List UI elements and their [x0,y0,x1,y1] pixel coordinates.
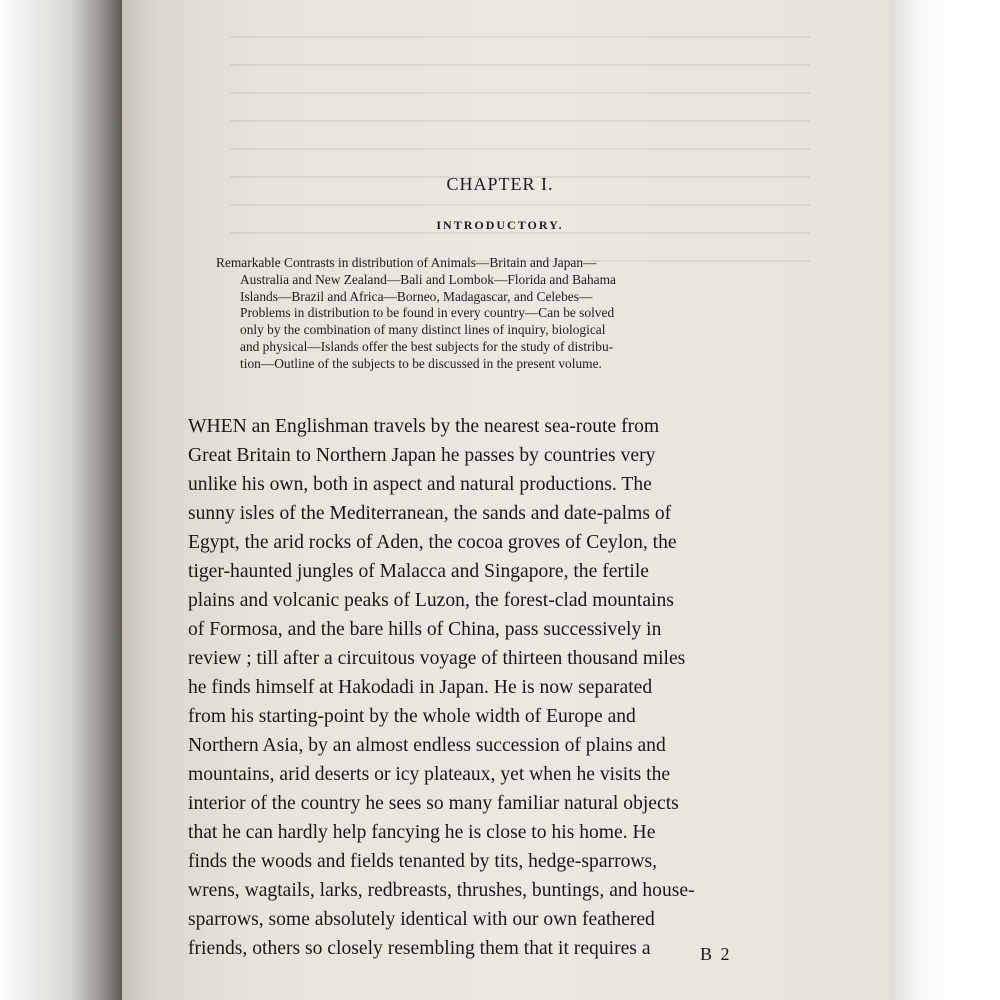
body-line: he finds himself at Hakodadi in Japan. He is now separated [188,677,653,698]
chapter-heading: CHAPTER I. [446,174,554,194]
body-line: interior of the country he sees so many familiar natural objects [188,793,679,814]
body-line: Egypt, the arid rocks of Aden, the cocoa groves of Ceylon, the [188,532,677,553]
section-heading: INTRODUCTORY. [436,218,564,232]
summary-line: Remarkable Contrasts in distribution of Animals—Britain and Japan— [216,255,597,270]
body-line: Northern Asia, by an almost endless succession of plains and [188,735,666,756]
summary-line: only by the combination of many distinct lines of inquiry, biological [240,322,606,338]
chapter-summary [216,255,776,373]
body-line: review ; till after a circuitous voyage of thirteen thousand miles [188,648,686,669]
summary-line: Islands—Brazil and Africa—Borneo, Madagascar, and Celebes— [240,288,593,304]
summary-line: and physical—Islands offer the best subjects for the study of distribu- [240,338,614,354]
body-line: Great Britain to Northern Japan he passes by countries very [188,445,656,466]
summary-line: Australia and New Zealand—Bali and Lombok—Florida and Bahama [240,271,616,287]
body-line: finds the woods and fields tenanted by tits, hedge-sparrows, [188,851,658,872]
body-line: WHEN an Englishman travels by the nearest sea-route from [188,416,660,437]
body-line: wrens, wagtails, larks, redbreasts, thrushes, buntings, and house- [188,880,695,901]
summary-line: tion—Outline of the subjects to be discussed in the present volume. [240,355,602,371]
background-surface [890,0,1000,1000]
body-line: unlike his own, both in aspect and natural productions. The [188,474,652,495]
body-line: sunny isles of the Mediterranean, the sands and date-palms of [188,503,672,524]
body-line: mountains, arid deserts or icy plateaux, yet when he visits the [188,764,671,785]
body-line: tiger-haunted jungles of Malacca and Singapore, the fertile [188,561,649,582]
body-line: sparrows, some absolutely identical with our own feathered [188,909,655,930]
body-line: from his starting-point by the whole width of Europe and [188,706,636,727]
body-line: that he can hardly help fancying he is close to his home. He [188,822,656,843]
body-line: friends, others so closely resembling them that it requires a [188,938,651,959]
body-line: plains and volcanic peaks of Luzon, the forest-clad mountains [188,590,674,611]
signature-mark: B 2 [700,944,732,964]
body-paragraph [188,412,808,963]
body-line: of Formosa, and the bare hills of China, pass successively in [188,619,662,640]
summary-line: Problems in distribution to be found in every country—Can be solved [240,305,615,321]
facing-page-edge [0,0,122,1000]
